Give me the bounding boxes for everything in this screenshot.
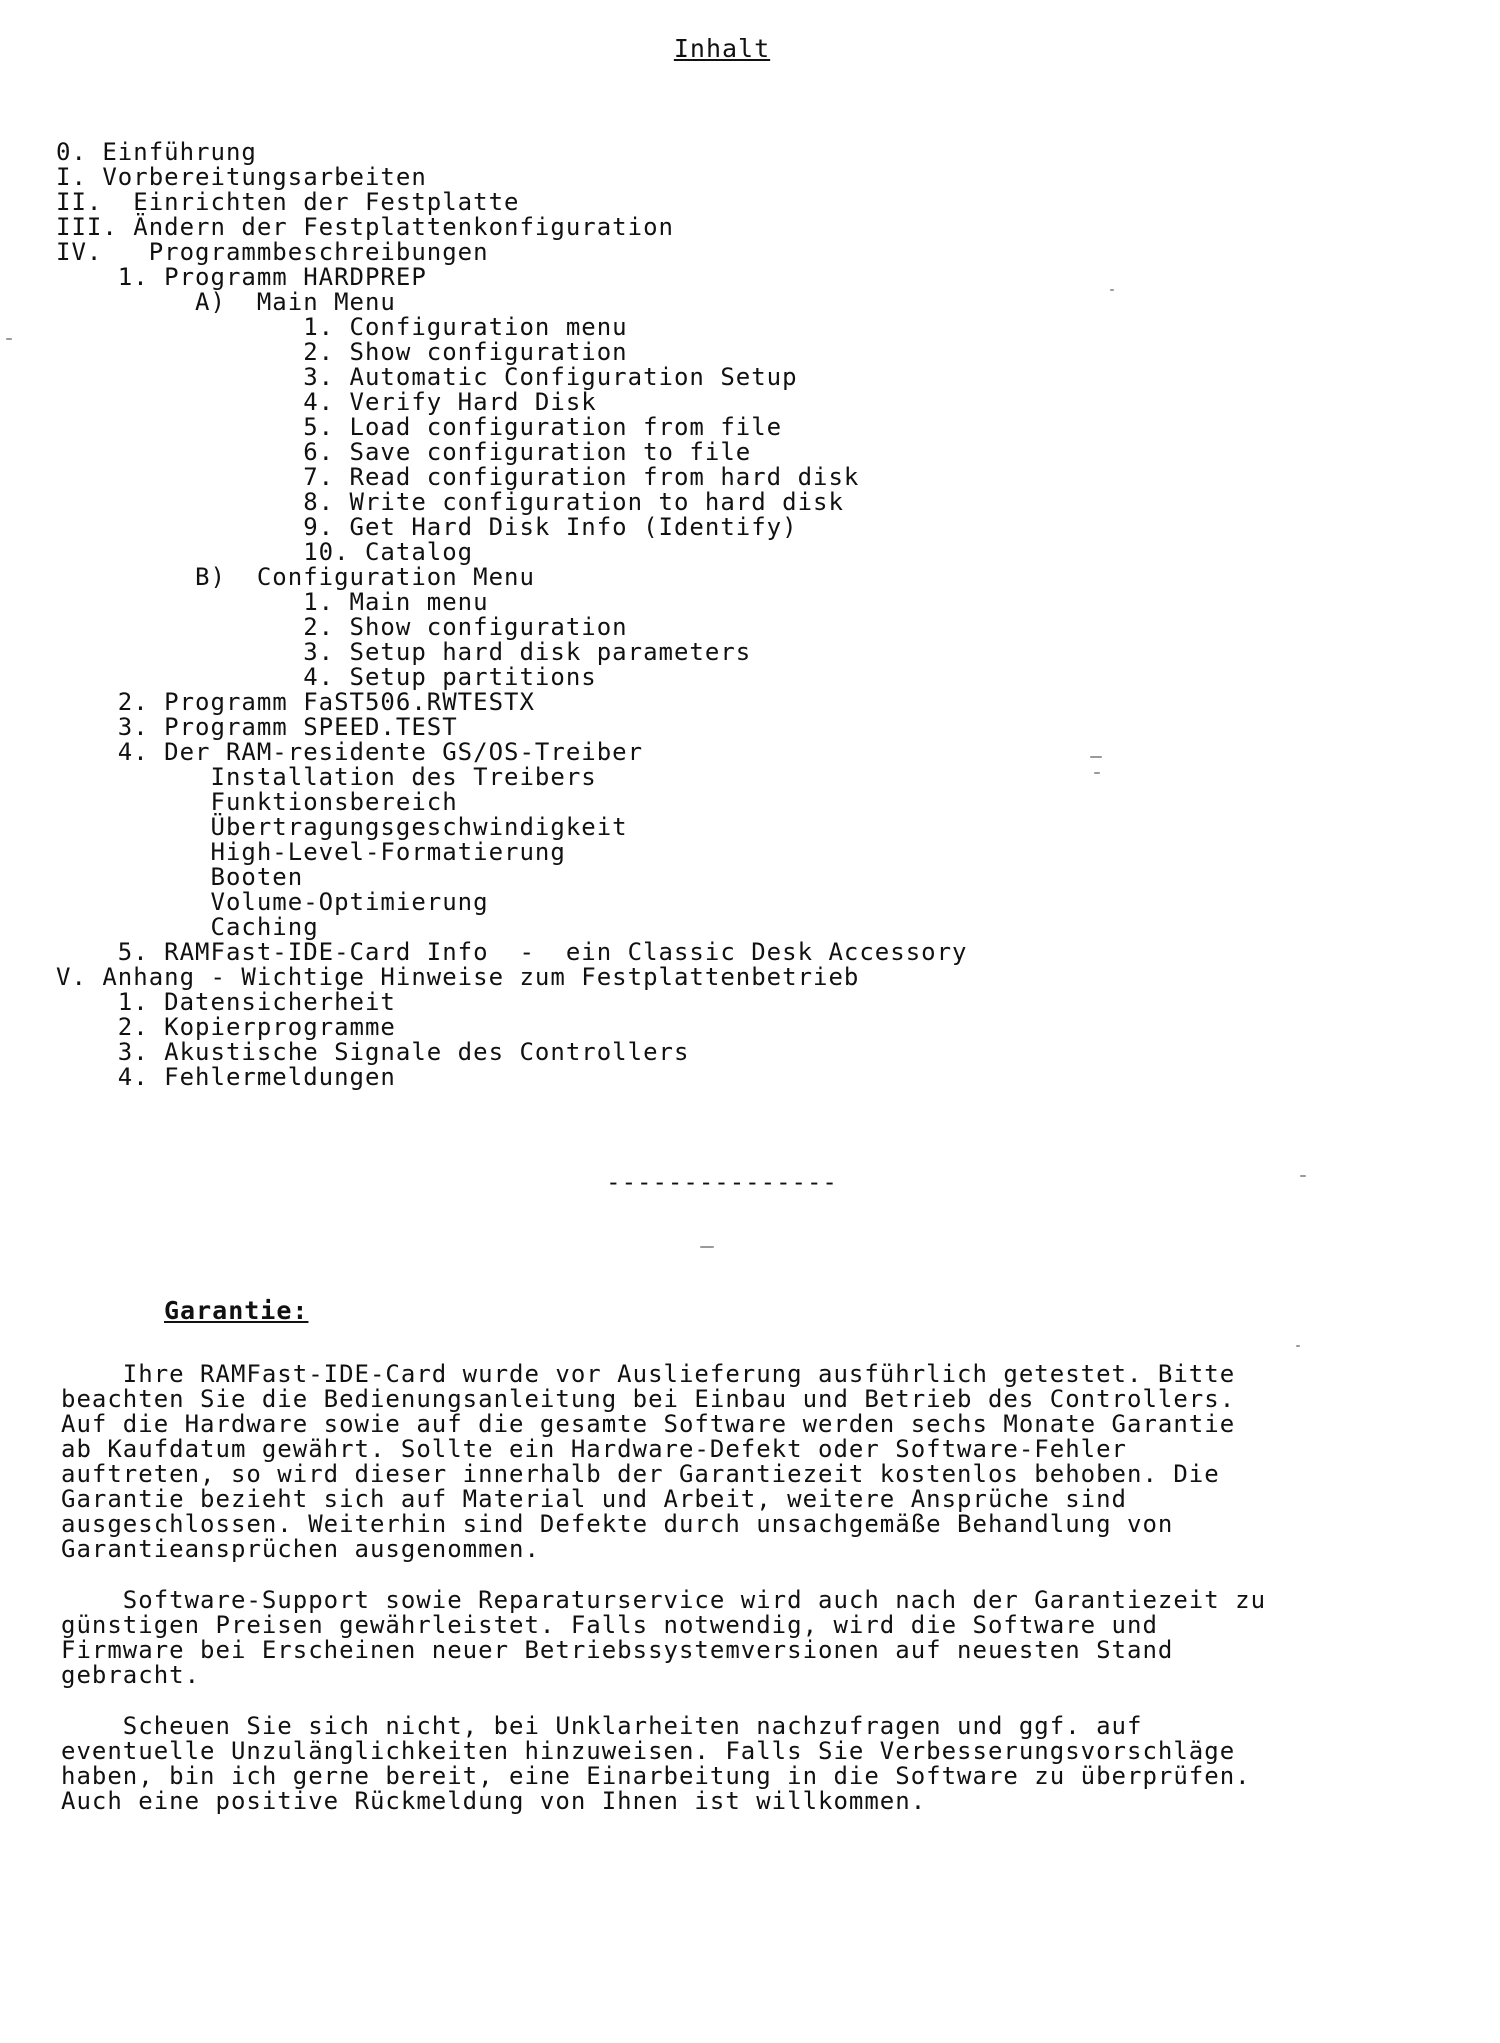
scan-speck — [1094, 772, 1100, 774]
toc-entry: II. Einrichten der Festplatte — [56, 188, 520, 216]
toc-entry: III. Ändern der Festplattenkonfiguration — [56, 213, 674, 241]
toc-entry: 6. Save configuration to file — [56, 438, 752, 466]
scan-speck — [1090, 756, 1102, 758]
toc-entry: Installation des Treibers — [56, 763, 597, 791]
toc-entry: 4. Fehlermeldungen — [56, 1063, 396, 1091]
section-separator: --------------- — [606, 1168, 838, 1196]
toc-entry: 1. Datensicherheit — [56, 988, 396, 1016]
garantie-paragraph: Ihre RAMFast-IDE-Card wurde vor Auslieferung ausführlich getestet. Bitte beachten Sie die Bedienungsanleitung bei Einbau und Betrieb des Controllers. Auf die Hardware sowie auf die gesamte Software werden sechs Monate Garantie ab Kaufdatum gewährt. Sollte ein Hardware-Defekt oder Software-Fehler auftreten, so wird dieser innerhalb der Garantiezeit kostenlos behoben. Die Garantie bezieht sich auf Material und Arbeit, weitere Ansprüche sind ausgeschlossen. Weiterhin sind Defekte durch unsachgemäße Behandlung von Garantieansprüchen ausgenommen. — [61, 1360, 1236, 1563]
garantie-body — [61, 1362, 1401, 1840]
toc-entry: 2. Show configuration — [56, 613, 628, 641]
toc-entry: Funktionsbereich — [56, 788, 458, 816]
toc-entry: 2. Show configuration — [56, 338, 628, 366]
toc-entry: V. Anhang - Wichtige Hinweise zum Festplattenbetrieb — [56, 963, 860, 991]
page-title: Inhalt — [673, 34, 771, 63]
toc-entry: 2. Kopierprogramme — [56, 1013, 396, 1041]
garantie-paragraph: Software-Support sowie Reparaturservice wird auch nach der Garantiezeit zu günstigen Preisen gewährleistet. Falls notwendig, wird die Software und Firmware bei Erscheinen neuer Betriebssystemversionen auf neuesten Stand gebracht. — [61, 1586, 1267, 1689]
scan-speck — [1110, 289, 1114, 291]
toc-entry: 4. Der RAM-residente GS/OS-Treiber — [56, 738, 644, 766]
toc-entry: Booten — [56, 863, 304, 891]
table-of-contents — [56, 140, 968, 1090]
toc-entry: 5. Load configuration from file — [56, 413, 783, 441]
toc-entry: 9. Get Hard Disk Info (Identify) — [56, 513, 798, 541]
toc-entry: 7. Read configuration from hard disk — [56, 463, 860, 491]
toc-entry: 3. Automatic Configuration Setup — [56, 363, 798, 391]
toc-entry: High-Level-Formatierung — [56, 838, 566, 866]
toc-entry: 1. Main menu — [56, 588, 489, 616]
toc-entry: 3. Setup hard disk parameters — [56, 638, 752, 666]
toc-entry: 4. Setup partitions — [56, 663, 597, 691]
toc-entry: B) Configuration Menu — [56, 563, 535, 591]
toc-entry: IV. Programmbeschreibungen — [56, 238, 489, 266]
toc-entry: Übertragungsgeschwindigkeit — [56, 813, 628, 841]
toc-entry: 4. Verify Hard Disk — [56, 388, 597, 416]
toc-entry: Volume-Optimierung — [56, 888, 489, 916]
toc-entry: 1. Programm HARDPREP — [56, 263, 427, 291]
scan-speck — [1296, 1345, 1300, 1347]
toc-entry: 2. Programm FaST506.RWTESTX — [56, 688, 535, 716]
toc-entry: I. Vorbereitungsarbeiten — [56, 163, 427, 191]
toc-entry: 3. Akustische Signale des Controllers — [56, 1038, 690, 1066]
garantie-heading: Garantie: — [164, 1296, 309, 1325]
scan-speck — [1300, 1175, 1306, 1177]
toc-entry: 3. Programm SPEED.TEST — [56, 713, 458, 741]
toc-entry: 5. RAMFast-IDE-Card Info - ein Classic Desk Accessory — [56, 938, 968, 966]
toc-entry: A) Main Menu — [56, 288, 396, 316]
garantie-paragraph: Scheuen Sie sich nicht, bei Unklarheiten nachzufragen und ggf. auf eventuelle Unzulänglichkeiten hinzuweisen. Falls Sie Verbesserungsvorschläge haben, bin ich gerne bereit, eine Einarbeitung in die Software zu überprüfen. Auch eine positive Rückmeldung von Ihnen ist willkommen. — [61, 1712, 1251, 1815]
toc-entry: 0. Einführung — [56, 138, 257, 166]
toc-entry: 1. Configuration menu — [56, 313, 628, 341]
toc-entry: 10. Catalog — [56, 538, 474, 566]
toc-entry: Caching — [56, 913, 319, 941]
scan-speck — [700, 1246, 714, 1248]
toc-entry: 8. Write configuration to hard disk — [56, 488, 844, 516]
scan-speck — [6, 338, 12, 340]
